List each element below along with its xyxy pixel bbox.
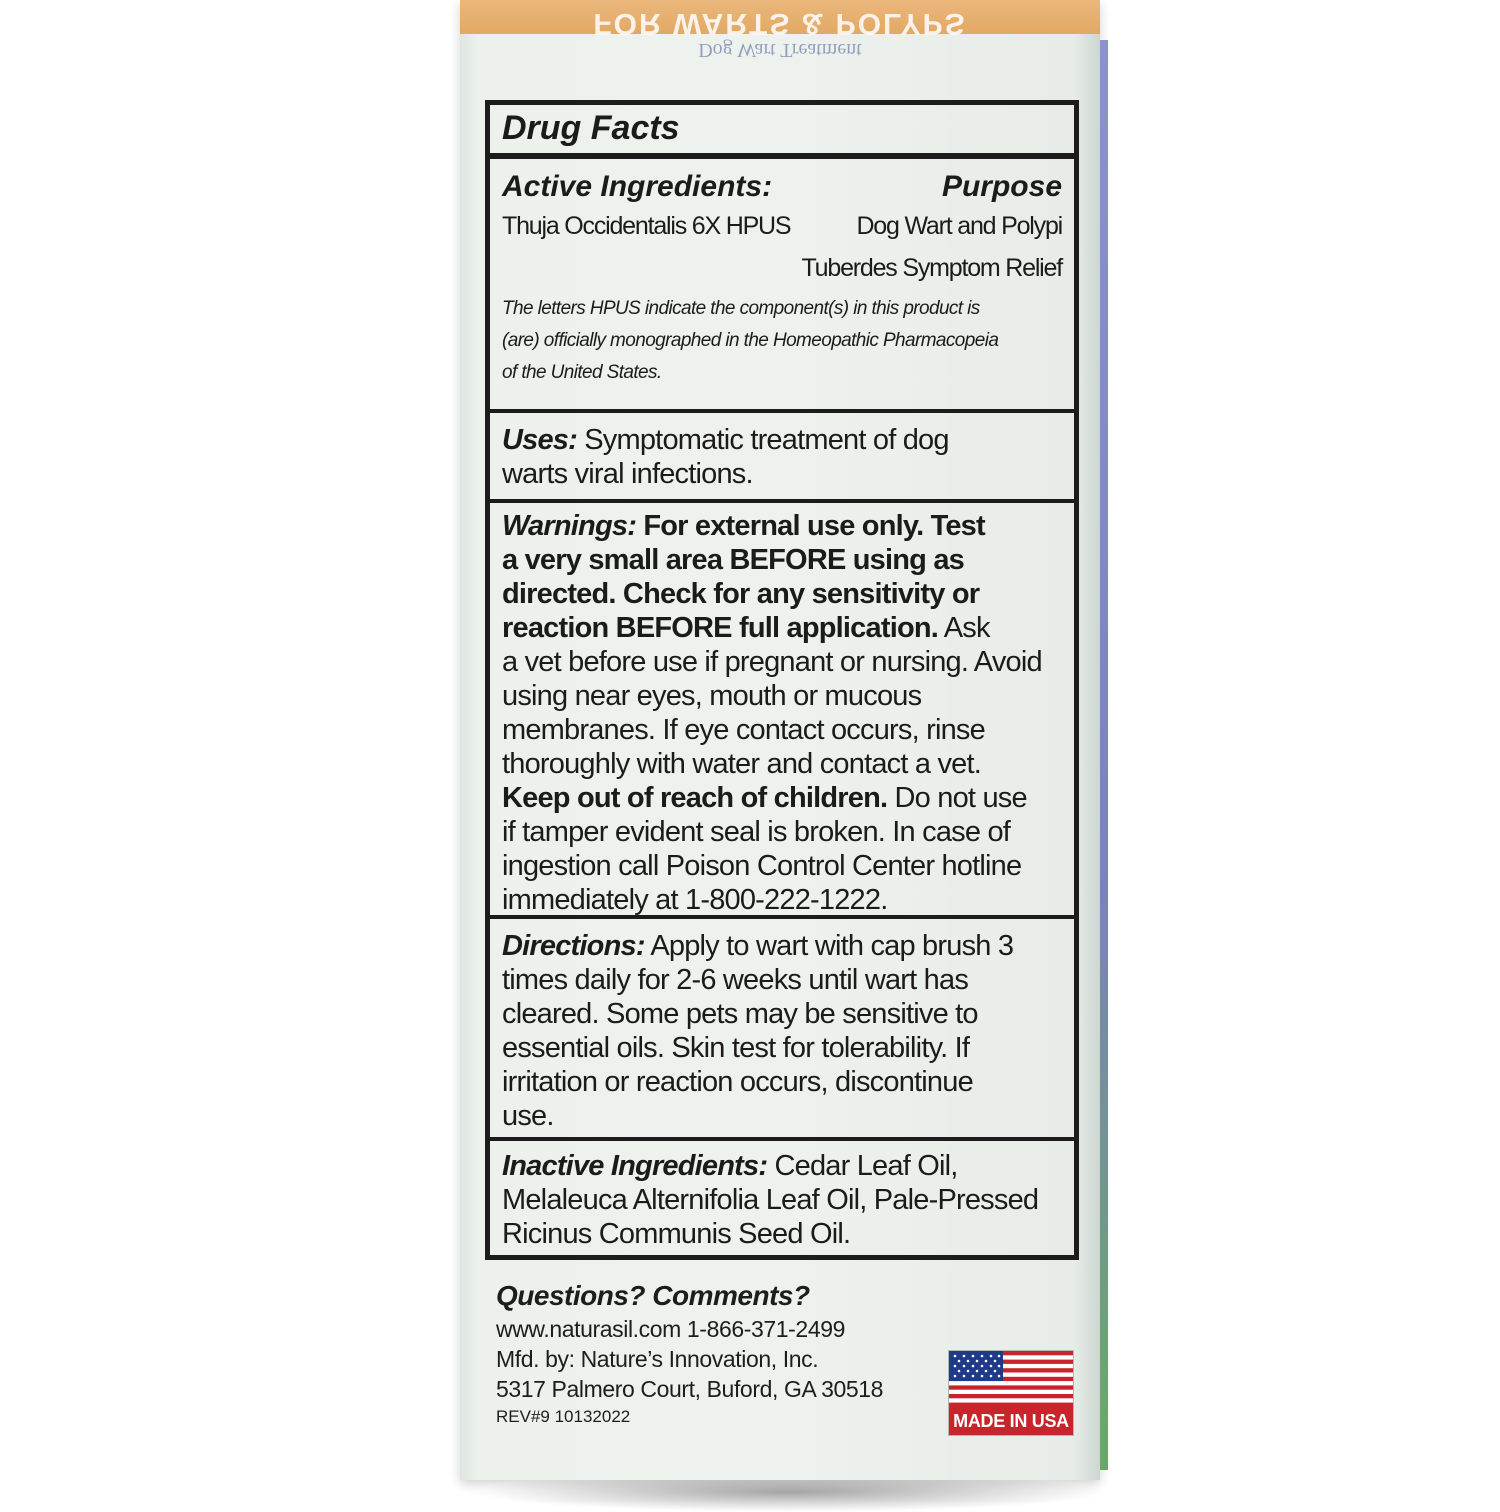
ingredient-row	[502, 207, 1062, 245]
warnings-line: membranes. If eye contact occurs, rinse	[502, 714, 985, 746]
warnings-line: directed. Check for any sensitivity or	[502, 578, 980, 610]
directions-line	[502, 929, 1062, 963]
warnings-line: a vet before use if pregnant or nursing. Avoid	[502, 646, 1042, 678]
drug-facts-panel	[485, 100, 1079, 1260]
warnings-text: Do not use	[887, 782, 1027, 814]
directions-line: essential oils. Skin test for tolerability. If	[502, 1032, 970, 1064]
warnings-line: immediately at 1-800-222-1222.	[502, 884, 888, 916]
inactive-line: Melaleuca Alternifolia Leaf Oil, Pale-Pressed	[502, 1184, 1039, 1216]
directions-line: use.	[502, 1100, 554, 1132]
warnings-text: Ask	[938, 612, 990, 644]
manufacturer-address: 5317 Palmero Court, Buford, GA 30518	[496, 1376, 884, 1402]
directions-line: cleared. Some pets may be sensitive to	[502, 998, 978, 1030]
purpose-line-1: Dog Wart and Polypi	[856, 212, 1062, 240]
hpus-note	[502, 293, 1062, 389]
warnings-label: Warnings:	[502, 510, 637, 542]
warnings-bold-text: reaction BEFORE full application.	[502, 612, 939, 644]
warnings-bold-text: For external use only. Test	[636, 510, 985, 542]
drug-facts-title: Drug Facts	[502, 109, 680, 147]
warnings-line: if tamper evident seal is broken. In case of	[502, 816, 1011, 848]
uses-line	[502, 423, 1062, 457]
uses-label: Uses:	[502, 424, 577, 456]
inactive-ingredients-section	[490, 1141, 1074, 1255]
warnings-section	[490, 503, 1074, 919]
active-ingredients-header-row	[502, 167, 1062, 207]
mirrored-top-subtitle: Dog Wart Treatment	[698, 39, 862, 61]
made-in-usa-badge	[948, 1350, 1074, 1436]
uses-line: warts viral infections.	[502, 458, 753, 490]
warnings-line: thoroughly with water and contact a vet.	[502, 748, 982, 780]
purpose-line-2: Tuberdes Symptom Relief	[801, 254, 1062, 282]
warnings-line: a very small area BEFORE using as	[502, 544, 964, 576]
website-phone: www.naturasil.com 1-866-371-2499	[496, 1316, 846, 1342]
questions-heading: Questions? Comments?	[496, 1280, 810, 1311]
directions-label: Directions:	[502, 930, 645, 962]
warnings-line: ingestion call Poison Control Center hotline	[502, 850, 1022, 882]
inactive-line: Ricinus Communis Seed Oil.	[502, 1218, 851, 1250]
inactive-text: Cedar Leaf Oil,	[767, 1150, 958, 1182]
drug-facts-header	[490, 105, 1074, 159]
warnings-line	[502, 611, 1062, 645]
active-ingredients-label: Active Ingredients:	[502, 170, 773, 203]
mirrored-top-title: FOR WARTS & POLYPS	[593, 7, 967, 40]
us-flag-icon	[949, 1351, 1073, 1407]
uses-section	[490, 413, 1074, 503]
inactive-ingredients-label: Inactive Ingredients:	[502, 1150, 768, 1182]
inactive-line	[502, 1149, 1062, 1183]
directions-line: times daily for 2-6 weeks until wart has	[502, 964, 969, 996]
keep-out-warning: Keep out of reach of children.	[502, 782, 888, 814]
manufacturer-name: Mfd. by: Nature’s Innovation, Inc.	[496, 1346, 819, 1372]
manufacturer-footer	[496, 1278, 946, 1430]
ingredient-name: Thuja Occidentalis 6X HPUS	[502, 212, 791, 240]
directions-line: irritation or reaction occurs, discontinue	[502, 1066, 973, 1098]
uses-text: Symptomatic treatment of dog	[577, 424, 949, 456]
warnings-line	[502, 509, 1062, 543]
active-ingredients-section	[490, 159, 1074, 413]
revision-code: REV#9 10132022	[496, 1407, 631, 1426]
hpus-note-line: The letters HPUS indicate the component(s) in this product is	[502, 298, 980, 319]
hpus-note-line: (are) officially monographed in the Homeopathic Pharmacopeia	[502, 330, 999, 351]
purpose-label: Purpose	[941, 170, 1062, 203]
warnings-line	[502, 781, 1062, 815]
hpus-note-line: of the United States.	[502, 362, 662, 383]
box-side-edge	[1100, 40, 1108, 1470]
directions-section	[490, 919, 1074, 1141]
orange-top-band	[460, 0, 1100, 40]
directions-text: Apply to wart with cap brush 3	[644, 930, 1014, 962]
made-in-usa-label: MADE IN USA	[949, 1407, 1073, 1435]
warnings-line: using near eyes, mouth or mucous	[502, 680, 922, 712]
